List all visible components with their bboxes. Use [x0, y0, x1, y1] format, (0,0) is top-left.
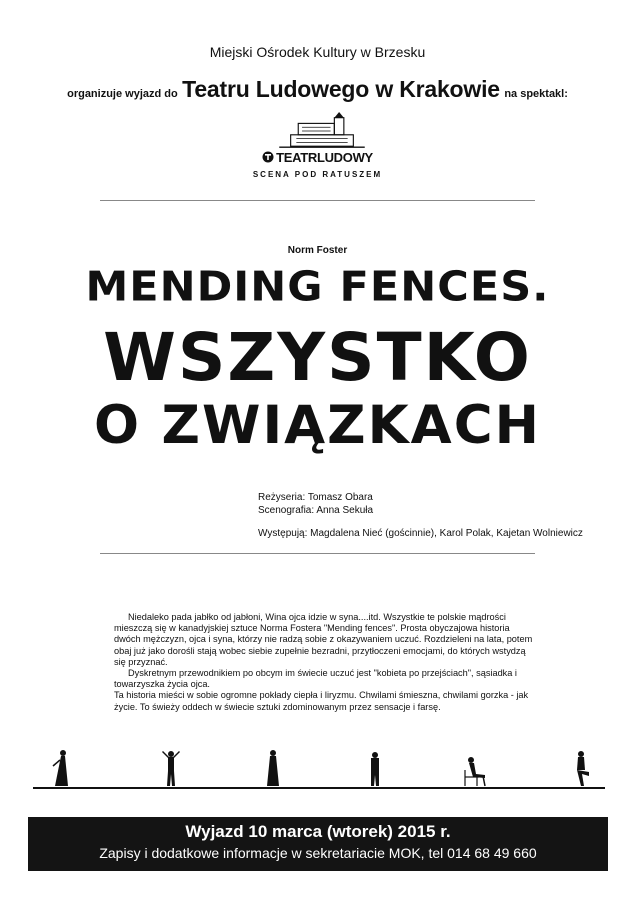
logo-name: TEATRLUDOWY: [276, 150, 373, 165]
theatre-mask-icon: [262, 151, 274, 163]
seated-figure-icon: [465, 757, 485, 786]
description-paragraph: Ta historia mieści w sobie ogromne pokłady ciepła i liryzmu. Chwilami śmieszna, chwilami gorzka - jak życie. To świeży oddech w świecie sztuki zdominowanym przez sensacje i farsę.: [114, 690, 529, 712]
invitation-lead: organizuje wyjazd do: [67, 88, 178, 100]
logo-wordmark: [0, 150, 635, 165]
man-kneeling-icon: [577, 751, 589, 786]
woman-long-coat-icon: [267, 750, 279, 786]
credit-scenography: Scenografia: Anna Sekuła: [258, 505, 374, 516]
description-paragraph: Dyskretnym przewodnikiem po obcym im świecie uczuć jest "kobieta po przejściach", sąsiadka i towarzyszka życia ojca.: [114, 668, 517, 690]
woman-in-dress-icon: [53, 750, 68, 786]
description-paragraph: Niedaleko pada jabłko od jabłoni, Wina ojca idzie w syna....itd. Wszystkie te polskie mądrości mieszczą się w kanadyjskiej sztuce Norma Fostera "Mending fences". Prosta obyczajowa historia dwóch mężczyzn, ojca i syna, którzy nie radzą sobie z okazywaniem uczuć. Rozdzieleni na lata, potem obaj już jako dorośli stają wobec siebie zupełnie bezradni, przytłoczeni emocjami, do których wstydzą się przyznać.: [114, 612, 533, 667]
invitation-tail: na spektakl:: [504, 88, 568, 100]
trip-date: Wyjazd 10 marca (wtorek) 2015 r.: [185, 822, 451, 841]
play-title-line1: MENDING FENCES.: [85, 263, 550, 311]
credit-director: Reżyseria: Tomasz Obara: [258, 492, 373, 503]
divider-bottom: [100, 553, 535, 554]
man-standing-icon: [371, 752, 379, 786]
theatre-building-icon: [267, 112, 377, 150]
play-title-line3: O ZWIĄZKACH: [94, 395, 541, 456]
trip-info: Zapisy i dodatkowe informacje w sekretariacie MOK, tel 014 68 49 660: [99, 845, 537, 861]
man-arms-raised-icon: [162, 751, 180, 786]
trip-banner: [28, 817, 608, 871]
credit-cast: Występują: Magdalena Nieć (gościnnie), Karol Polak, Kajetan Wolniewicz: [258, 528, 583, 539]
invitation-line: [0, 76, 635, 103]
play-description: [114, 612, 534, 713]
divider-top: [100, 200, 535, 201]
logo-subtitle: SCENA POD RATUSZEM: [252, 170, 383, 179]
actor-silhouettes: [33, 748, 605, 788]
play-title-line2: WSZYSTKO: [103, 319, 532, 396]
play-author: Norm Foster: [287, 245, 348, 256]
theatre-name: Teatru Ludowego w Krakowie: [182, 76, 500, 102]
stage-floor-line: [33, 787, 605, 789]
organizer-name: Miejski Ośrodek Kultury w Brzesku: [209, 44, 426, 60]
